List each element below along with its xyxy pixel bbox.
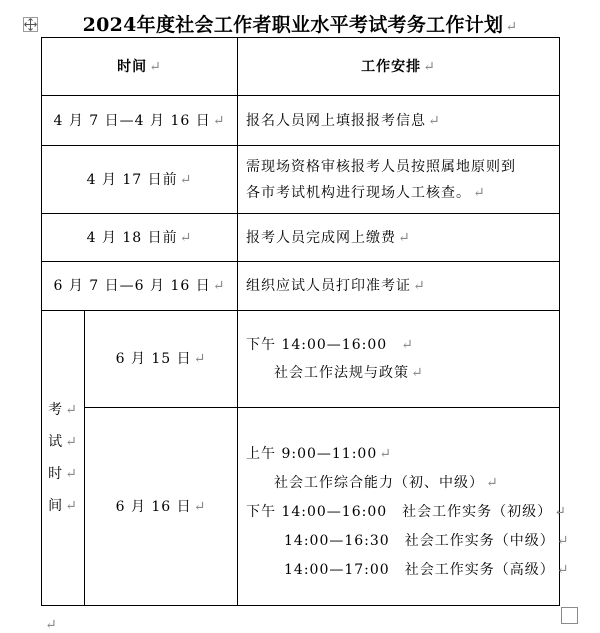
header-work-cell	[238, 38, 559, 95]
exam-date-text: 6 月 16 日	[115, 498, 192, 515]
paragraph-mark-icon: ↵	[413, 278, 426, 294]
time-text: 4 月 7 日—4 月 16 日	[53, 112, 211, 129]
table-row-time	[42, 262, 237, 310]
paragraph-mark-icon: ↵	[411, 365, 424, 381]
exam-date-text: 6 月 15 日	[115, 351, 192, 367]
page-title	[0, 10, 600, 37]
paragraph-mark-icon: ↵	[65, 466, 78, 482]
paragraph-mark-icon: ↵	[149, 58, 162, 75]
work-text: 组织应试人员打印准考证	[246, 278, 411, 294]
schedule-line: 14:00—17:00 社会工作实务（高级）	[284, 562, 555, 578]
paragraph-mark-icon: ↵	[193, 351, 207, 367]
schedule-line: 下午 14:00—16:00 社会工作实务（初级）	[246, 504, 553, 520]
table-row-work	[238, 96, 559, 145]
paragraph-mark-icon: ↵	[473, 184, 486, 201]
table-border	[559, 37, 560, 606]
paragraph-mark-icon: ↵	[65, 434, 78, 450]
schedule-line: 上午 9:00—11:00	[246, 446, 378, 462]
paragraph-mark-icon: ↵	[398, 229, 411, 246]
time-text: 4 月 17 日前	[86, 171, 178, 188]
paragraph-mark-icon: ↵	[423, 58, 436, 75]
table-border	[41, 605, 560, 606]
table-row-work	[238, 262, 559, 310]
paragraph-mark-icon: ↵	[179, 171, 193, 188]
exam-date-cell	[85, 311, 237, 407]
paragraph-mark-icon: ↵	[45, 617, 57, 633]
exam-label-char: 考	[48, 402, 64, 418]
header-time-cell	[42, 38, 237, 95]
paragraph-mark-icon: ↵	[401, 337, 414, 353]
work-text: 报名人员网上填报报考信息	[246, 112, 426, 129]
paragraph-mark-icon: ↵	[554, 504, 567, 520]
time-text: 6 月 7 日—6 月 16 日	[53, 278, 211, 294]
schedule-line: 社会工作综合能力（初、中级）	[274, 475, 484, 491]
exam-time-label-cell	[42, 311, 84, 605]
title-text: 2024年度社会工作者职业水平考试考务工作计划	[82, 14, 504, 36]
table-resize-handle-icon[interactable]	[561, 607, 578, 624]
schedule-line: 14:00—16:30 社会工作实务（中级）	[284, 533, 555, 549]
exam-label-char: 间	[48, 498, 64, 514]
paragraph-mark-icon: ↵	[379, 446, 392, 462]
work-line: 需现场资格审核报考人员按照属地原则到	[246, 158, 516, 175]
schedule-line: 社会工作法规与政策	[274, 365, 409, 381]
paragraph-mark-icon: ↵	[193, 498, 207, 515]
exam-label-char: 时	[48, 466, 64, 482]
table-row-work	[238, 146, 559, 213]
paragraph-mark-icon: ↵	[428, 112, 441, 129]
exam-label-char: 试	[48, 434, 64, 450]
paragraph-mark-icon: ↵	[65, 402, 78, 418]
paragraph-mark-icon: ↵	[179, 229, 193, 246]
header-time-label: 时间	[117, 58, 148, 75]
time-text: 4 月 18 日前	[86, 229, 178, 246]
table-row-time	[42, 96, 237, 145]
table-row-work	[238, 214, 559, 261]
exam-schedule-cell	[238, 311, 559, 407]
paragraph-mark-icon: ↵	[212, 278, 226, 294]
exam-date-cell	[85, 408, 237, 605]
work-text: 报考人员完成网上缴费	[246, 229, 396, 246]
paragraph-mark-icon: ↵	[505, 19, 518, 35]
header-work-label: 工作安排	[361, 58, 422, 75]
paragraph-mark-icon: ↵	[556, 562, 570, 578]
table-row-time	[42, 214, 237, 261]
exam-schedule-cell	[238, 408, 570, 605]
table-row-time	[42, 146, 237, 213]
schedule-line: 下午 14:00—16:00	[246, 337, 388, 353]
paragraph-mark-icon: ↵	[212, 112, 226, 129]
work-line: 各市考试机构进行现场人工核查。	[246, 184, 471, 201]
paragraph-mark-icon: ↵	[65, 498, 78, 514]
paragraph-mark-icon: ↵	[486, 475, 499, 491]
paragraph-mark-icon: ↵	[556, 533, 570, 549]
